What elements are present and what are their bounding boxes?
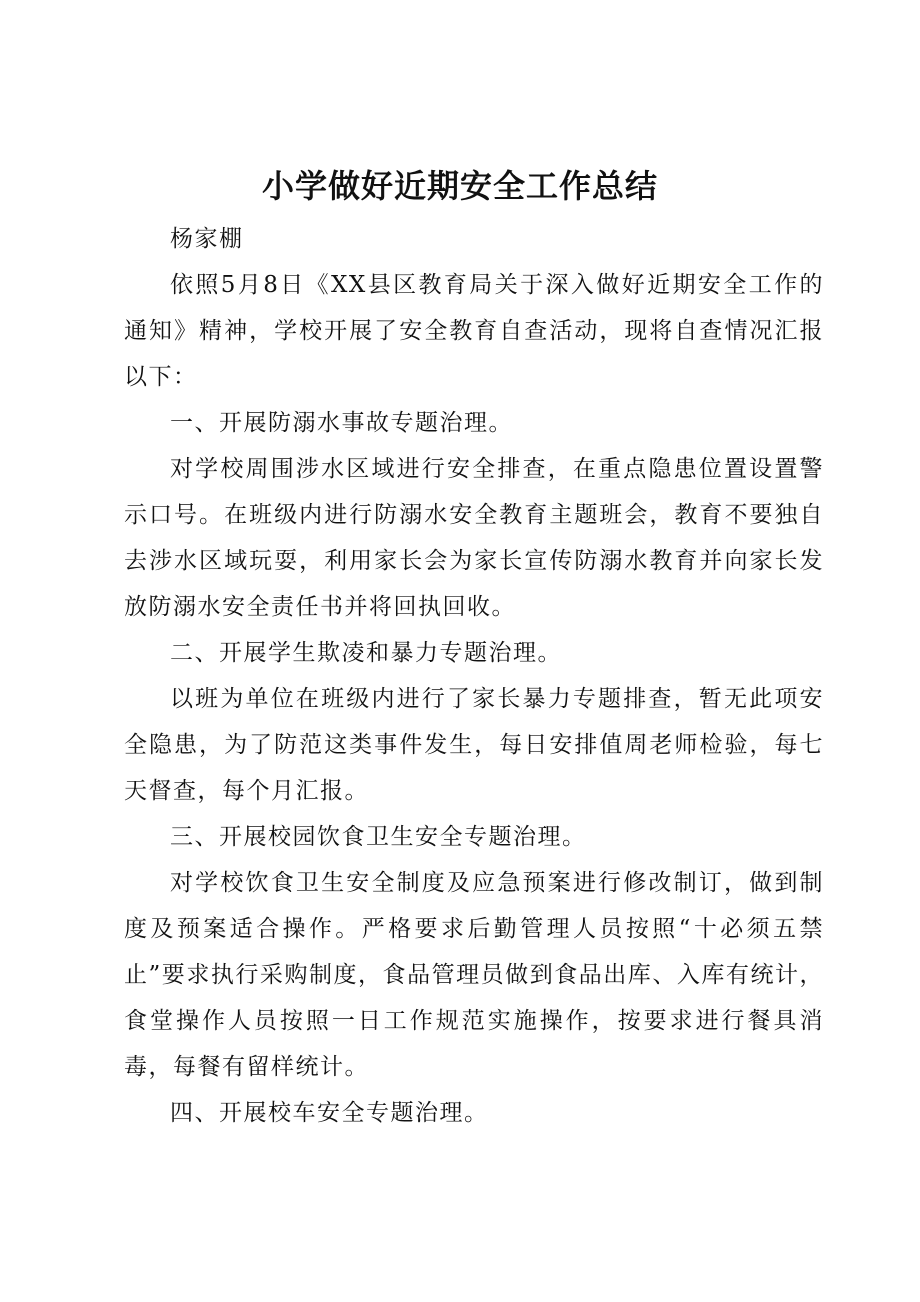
section-heading-3: 三、开展校园饮食卫生安全专题治理。 [170,824,587,850]
document-title: 小学做好近期安全工作总结 [261,167,658,205]
section-heading-2: 二、开展学生欺凌和暴力专题治理。 [170,640,562,666]
section-heading-1: 一、开展防溺水事故专题治理。 [170,410,513,436]
paragraph-drowning: 对学校周围涉水区域进行安全排查，在重点隐患位置设置警示口号。在班级内进行防溺水安全教育主题班会，教育不要独自去涉水区域玩耍，利用家长会为家长宣传防溺水教育并向家长发放防溺水安全责任书并将回执回收。 [124,456,824,620]
paragraph-bullying: 以班为单位在班级内进行了家长暴力专题排查，暂无此项安全隐患，为了防范这类事件发生，每日安排值周老师检验，每七天督查，每个月汇报。 [124,686,824,804]
paragraph-food-safety: 对学校饮食卫生安全制度及应急预案进行修改制订，做到制度及预案适合操作。严格要求后勤管理人员按照“十必须五禁止”要求执行采购制度，食品管理员做到食品出库、入库有统计，食堂操作人员按照一日工作规范实施操作，按要求进行餐具消毒，每餐有留样统计。 [124,870,824,1080]
paragraph-intro: 依照5月8日《XX县区教育局关于深入做好近期安全工作的通知》精神，学校开展了安全教育自查活动，现将自查情况汇报以下： [124,272,824,390]
document-body [124,216,824,1136]
author-line: 杨家棚 [170,226,244,252]
section-heading-4: 四、开展校车安全专题治理。 [170,1100,489,1126]
